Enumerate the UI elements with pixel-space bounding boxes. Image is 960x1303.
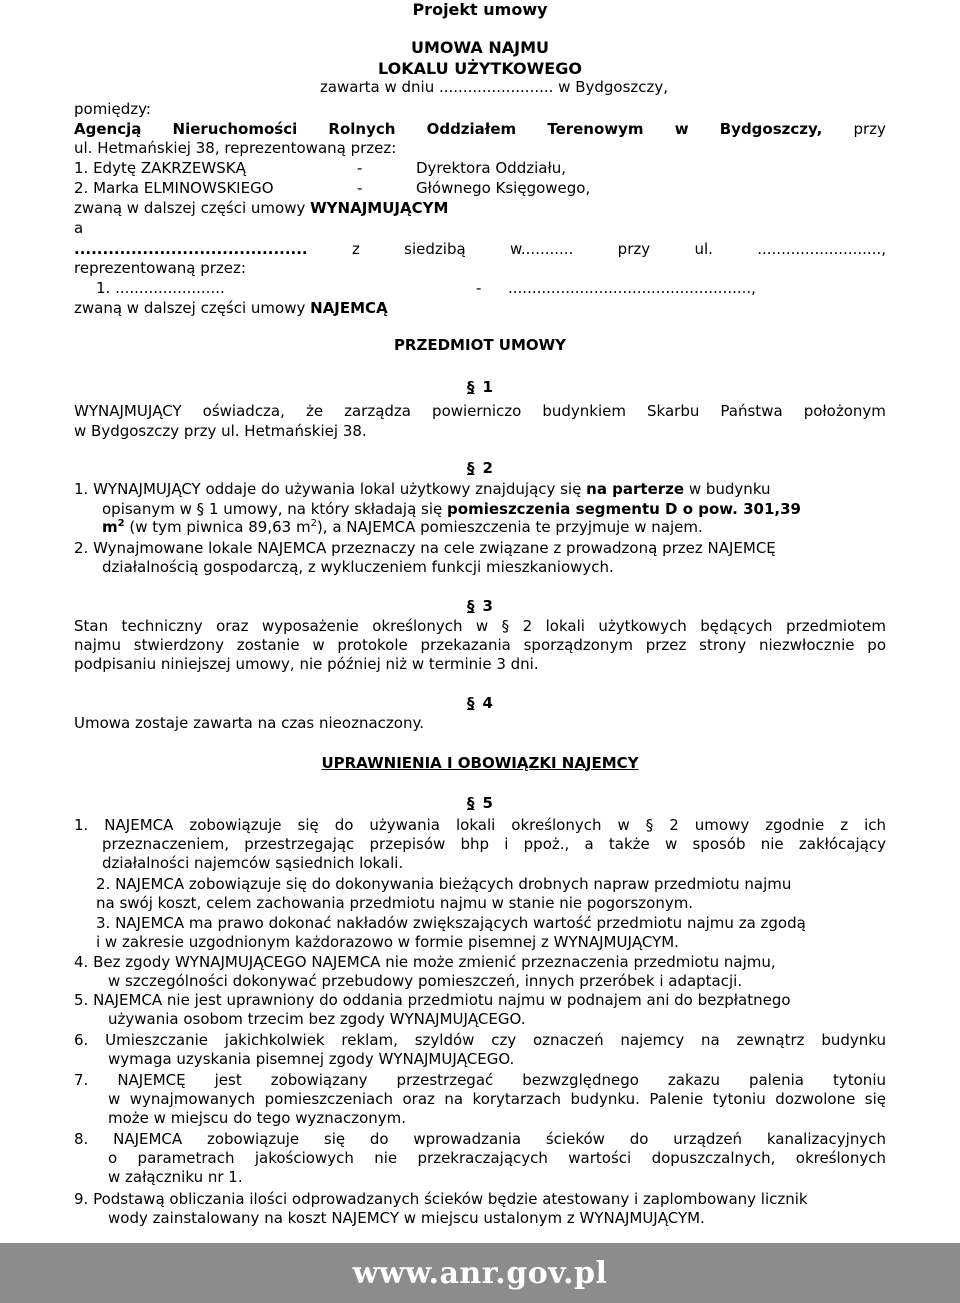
par3-line2: najmu stwierdzony zostanie w protokole przekazania sporządzonym przez strony niezwłocznie po: [74, 636, 886, 654]
par5-item7-line2: w wynajmowanych pomieszczeniach oraz na korytarzach budynku. Palenie tytoniu dozwolone się: [108, 1090, 886, 1108]
landlord-prefix: zwaną w dalszej części umowy: [74, 199, 311, 217]
rep2-role: Głównego Księgowego,: [416, 179, 591, 197]
agency-word: Oddziałem: [426, 120, 517, 138]
par2-item1-line3-text: (w tym piwnica 89,63 m: [124, 518, 311, 536]
par5-item7-line3: może w miejscu do tego wyznaczonym.: [108, 1109, 407, 1127]
par5-item3-line2: i w zakresie uzgodnionym każdorazowo w formie pisemnej z WYNAJMUJĄCYM.: [96, 933, 679, 951]
par3-heading: [0, 597, 960, 616]
tenant-rep-label: reprezentowaną przez:: [74, 259, 246, 277]
agency-address: ul. Hetmańskiej 38, reprezentowaną przez:: [74, 139, 397, 157]
section-symbol: §: [467, 459, 475, 477]
tenant-word: ..........................,: [757, 240, 886, 258]
section-symbol: §: [467, 794, 475, 812]
rep1-role: Dyrektora Oddziału,: [416, 159, 566, 177]
par3-line1: Stan techniczny oraz wyposażenie określonych w § 2 lokali użytkowych będących przedmiotem: [74, 617, 886, 635]
tenant-word: ul.: [694, 240, 713, 258]
par2-heading: [0, 459, 960, 478]
landlord-name: WYNAJMUJĄCYM: [310, 199, 449, 217]
par2-number: 2: [482, 459, 493, 477]
tenant-word: siedzibą: [404, 240, 466, 258]
par2-item1-bold: na parterze: [586, 480, 685, 498]
par2-item1-line3-end: ), a NAJEMCA pomieszczenia te przyjmuje w najem.: [316, 518, 703, 536]
tenant-word: przy: [617, 240, 651, 258]
section-symbol: §: [467, 378, 475, 396]
par1-word: powierniczo: [432, 402, 522, 420]
par5-item7-line1: 7. NAJEMCĘ jest zobowiązany przestrzegać bezwzględnego zakazu palenia tytoniu: [74, 1071, 886, 1089]
par5-item1-line2: przeznaczeniem, przestrzegając przepisów bhp i ppoż., a także w sposób nie zakłócający: [102, 835, 886, 853]
par4-heading: [0, 694, 960, 713]
par1-word: WYNAJMUJĄCY: [74, 402, 182, 420]
tenant-prefix: zwaną w dalszej części umowy: [74, 299, 311, 317]
par2-item1-text-end: w budynku: [684, 480, 771, 498]
par5-item4-line2: w szczególności dokonywać przebudowy pomieszczeń, innych przeróbek i adaptacji.: [108, 972, 743, 990]
and-label: a: [74, 219, 84, 237]
tenant-word: w...........: [510, 240, 574, 258]
agency-word: Agencją: [74, 120, 142, 138]
agency-word: Bydgoszczy,: [719, 120, 823, 138]
tenant-line: [74, 240, 886, 259]
par5-item4-line1: 4. Bez zgody WYNAJMUJĄCEGO NAJEMCA nie może zmienić przeznaczenia przedmiotu najmu,: [74, 953, 776, 971]
tenant-dots: .........................................: [74, 240, 308, 258]
section-symbol: §: [467, 694, 475, 712]
par5-number: 5: [482, 794, 493, 812]
par5-item3-line1: 3. NAJEMCA ma prawo dokonać nakładów zwiększających wartość przedmiotu najmu za zgodą: [96, 914, 806, 932]
par1-number: 1: [482, 378, 493, 396]
par5-item2-line2: na swój koszt, celem zachowania przedmiotu najmu w stanie nie pogorszonym.: [96, 894, 694, 912]
par2-item1-line3: [102, 518, 703, 537]
par5-item9-line1: 9. Podstawą obliczania ilości odprowadzanych ścieków będzie atestowany i zaplombowany licznik: [74, 1190, 808, 1208]
area-unit-sup: 2: [117, 518, 125, 529]
agency-word: przy: [853, 120, 886, 138]
rep1-dash: -: [357, 159, 363, 177]
par5-item2-line1: 2. NAJEMCA zobowiązuje się do dokonywania bieżących drobnych napraw przedmiotu najmu: [96, 875, 792, 893]
par5-item5-line1: 5. NAJEMCA nie jest uprawniony do oddania przedmiotu najmu w podnajem ani do bezpłatnego: [74, 991, 791, 1009]
title-line-2: LOKALU UŻYTKOWEGO: [378, 59, 582, 78]
par5-item6-line2: wymaga uzyskania pisemnej zgody WYNAJMUJĄCEGO.: [108, 1050, 515, 1068]
par5-item1-line3: działalności najemców sąsiednich lokali.: [102, 854, 404, 872]
area-unit: m: [102, 518, 118, 536]
basement-unit-sup: 2: [310, 518, 317, 529]
par1-word: położonym: [803, 402, 886, 420]
par2-item1-text: 1. WYNAJMUJĄCY oddaje do używania lokal użytkowy znajdujący się: [74, 480, 587, 498]
par2-item2-line1: 2. Wynajmowane lokale NAJEMCA przeznaczy na cele związane z prowadzoną przez NAJEMCĘ: [74, 539, 776, 557]
par5-item5-line2: używania osobom trzecim bez zgody WYNAJMUJĄCEGO.: [108, 1010, 526, 1028]
tenant-word: z: [351, 240, 360, 258]
par5-item6-line1: 6. Umieszczanie jakichkolwiek reklam, szyldów czy oznaczeń najemcy na zewnątrz budynku: [74, 1031, 886, 1049]
footer-url[interactable]: www.anr.gov.pl: [352, 1255, 608, 1291]
agency-line: [74, 120, 886, 139]
par2-item1-line2-bold: pomieszczenia segmentu D o pow. 301,39: [447, 500, 801, 518]
par1-word: że: [305, 402, 324, 420]
subject-heading: PRZEDMIOT UMOWY: [393, 336, 567, 354]
par5-heading: [0, 794, 960, 813]
par3-number: 3: [482, 597, 493, 615]
par2-item1-line2-text: opisanym w § 1 umowy, na który składają się: [102, 500, 448, 518]
concluded-on: zawarta w dniu ........................ w Bydgoszczy,: [319, 78, 669, 96]
footer-bar: [0, 1243, 960, 1303]
rep2-name: 2. Marka ELMINOWSKIEGO: [74, 179, 274, 197]
par5-item8-line2: o parametrach jakościowych nie przekraczających wartości dopuszczalnych, określonych: [108, 1149, 886, 1167]
par5-item9-line2: wody zainstalowany na koszt NAJEMCY w miejscu ustalonym z WYNAJMUJĄCYM.: [108, 1209, 705, 1227]
tenant-rep1: 1. .......................: [96, 279, 225, 297]
par1-heading: [0, 378, 960, 397]
par5-item8-line1: 8. NAJEMCA zobowiązuje się do wprowadzania ścieków do urządzeń kanalizacyjnych: [74, 1130, 886, 1148]
section-symbol: §: [467, 597, 475, 615]
par1-word: oświadcza,: [202, 402, 285, 420]
par4-line1: Umowa zostaje zawarta na czas nieoznaczony.: [74, 714, 424, 732]
project-label: Projekt umowy: [412, 0, 548, 19]
agency-word: Nieruchomości: [172, 120, 298, 138]
par4-number: 4: [482, 694, 493, 712]
rights-heading: UPRAWNIENIA I OBOWIĄZKI NAJEMCY: [321, 754, 639, 772]
par1-line1: [74, 402, 886, 421]
tenant-designation: [74, 299, 388, 318]
par5-item1-line1: 1. NAJEMCA zobowiązuje się do używania lokali określonych w § 2 umowy zgodnie z ich: [74, 816, 886, 834]
landlord-designation: [74, 199, 448, 218]
tenant-name: NAJEMCĄ: [310, 299, 388, 317]
agency-word: Terenowym: [547, 120, 644, 138]
par2-item2-line2: działalnością gospodarczą, z wykluczeniem funkcji mieszkaniowych.: [102, 558, 614, 576]
title-line-1: UMOWA NAJMU: [410, 38, 550, 57]
tenant-rep1-dash: -: [476, 279, 482, 297]
between-label: pomiędzy:: [74, 100, 151, 118]
par1-word: budynkiem: [542, 402, 626, 420]
par2-item1-line2: [102, 500, 801, 519]
par1-word: zarządza: [344, 402, 411, 420]
par1-word: Skarbu: [647, 402, 700, 420]
agency-word: Rolnych: [328, 120, 396, 138]
rep1-name: 1. Edytę ZAKRZEWSKĄ: [74, 159, 246, 177]
par1-line2: w Bydgoszczy przy ul. Hetmańskiej 38.: [74, 422, 367, 440]
par1-word: Państwa: [720, 402, 783, 420]
tenant-rep1-role: ...................................................,: [508, 279, 756, 297]
par3-line3: podpisaniu niniejszej umowy, nie później niż w terminie 3 dni.: [74, 655, 539, 673]
rep2-dash: -: [357, 179, 363, 197]
par5-item8-line3: w załączniku nr 1.: [108, 1168, 243, 1186]
par2-item1-line1: [74, 480, 771, 499]
agency-word: w: [674, 120, 689, 138]
